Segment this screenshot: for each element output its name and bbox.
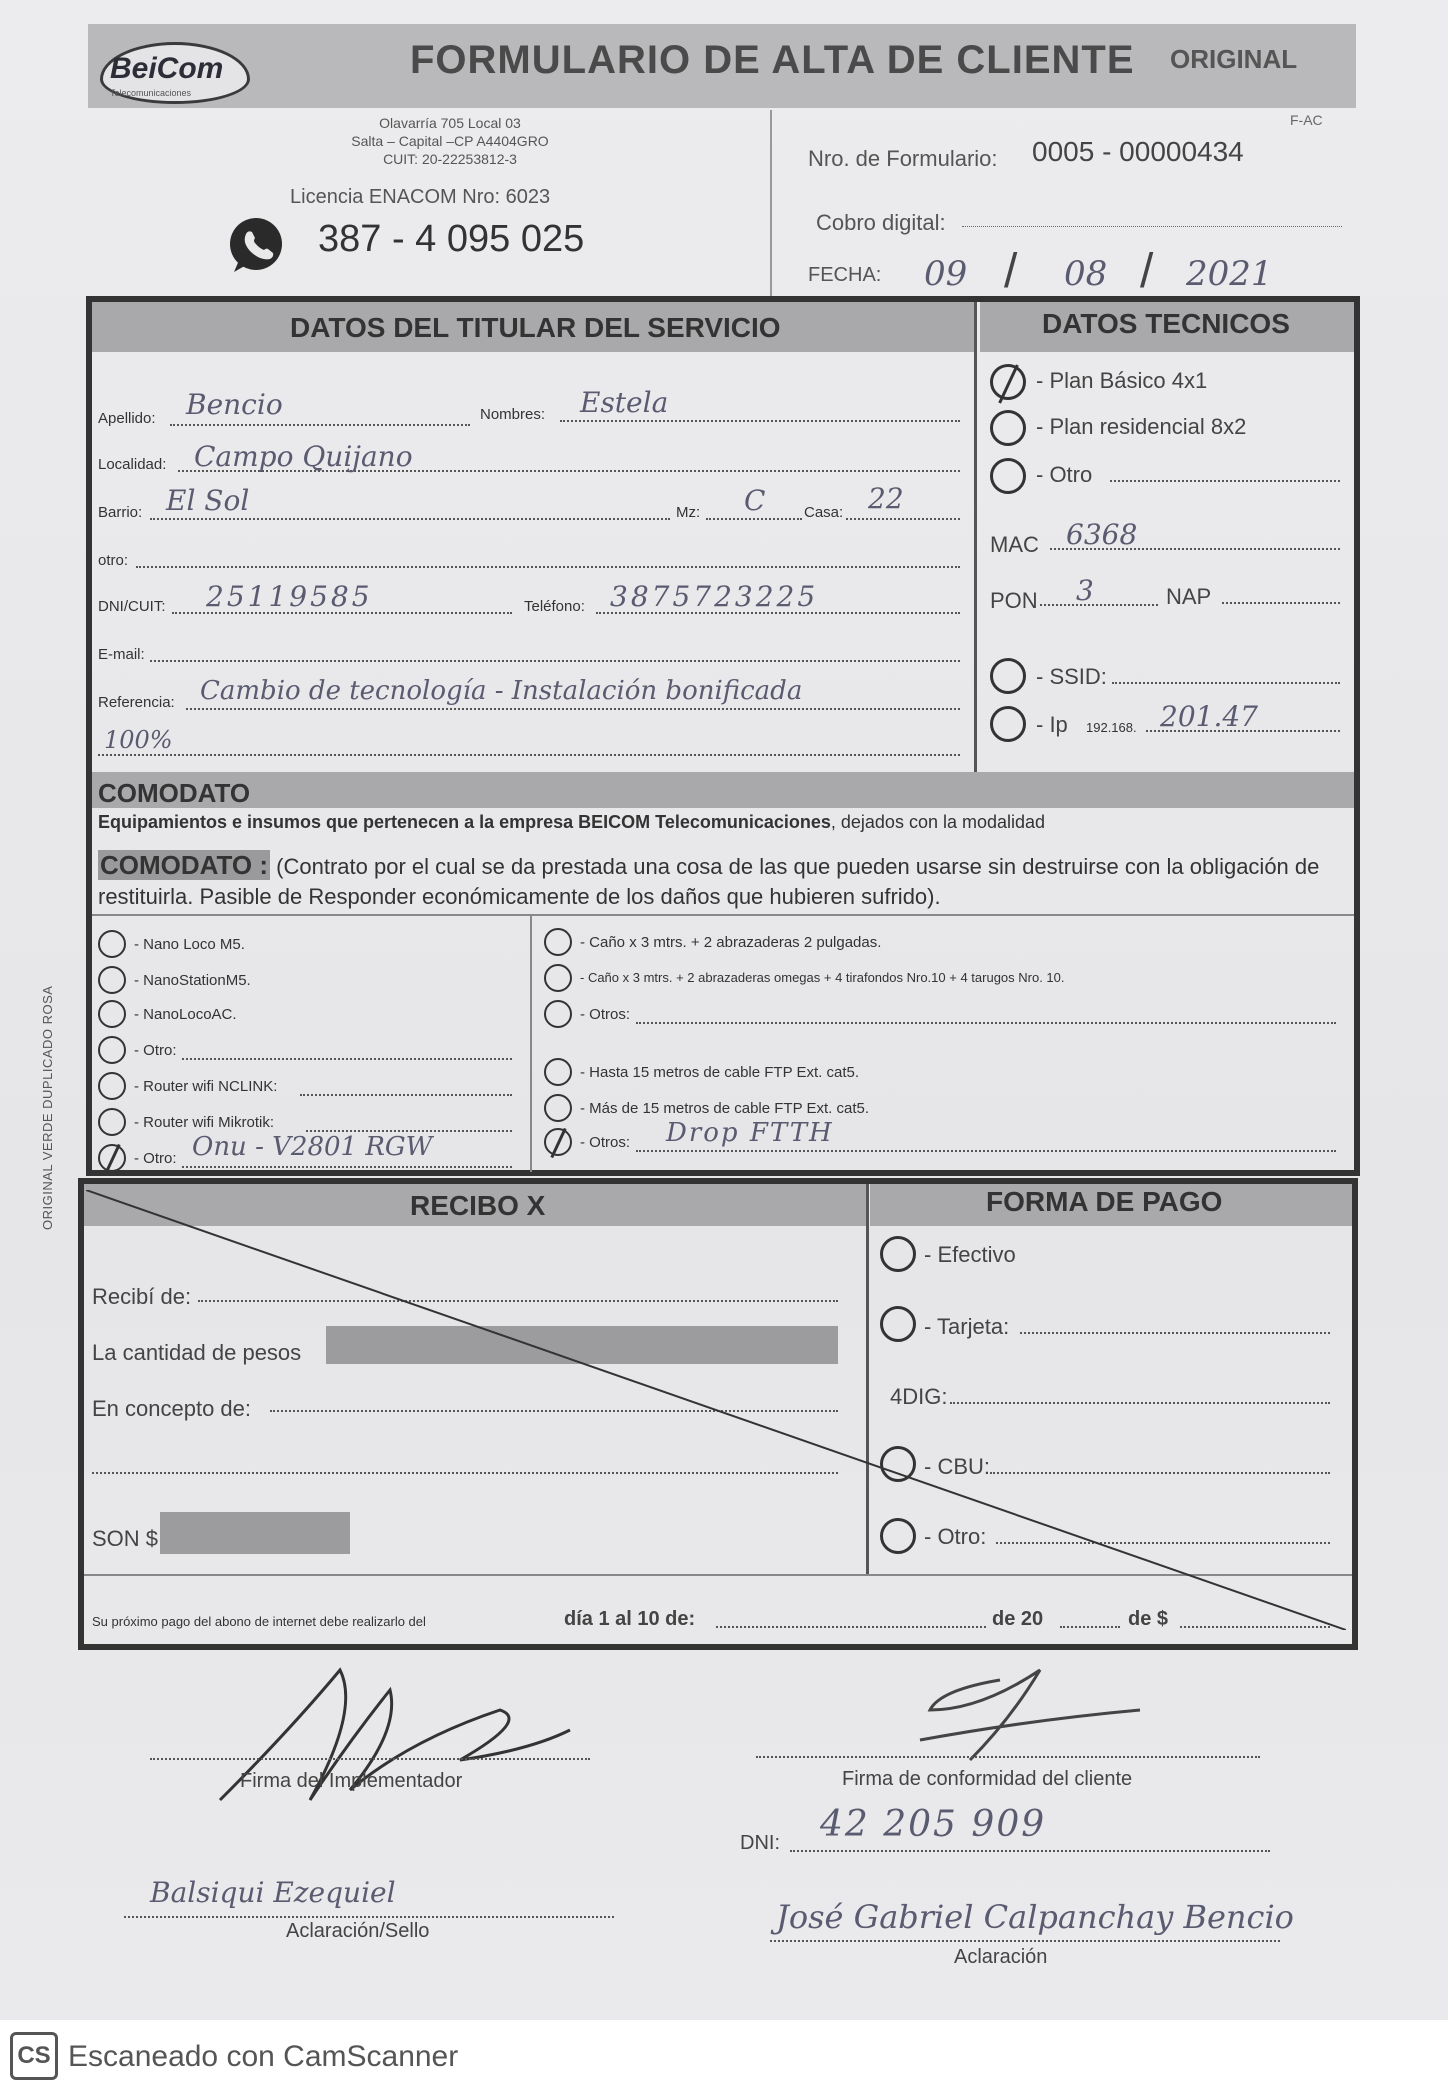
localidad-label: Localidad: <box>98 456 167 473</box>
email-label: E-mail: <box>98 646 145 663</box>
plan-otro-label: - Otro <box>1036 462 1093 487</box>
left-item-radio[interactable] <box>98 1036 126 1064</box>
whatsapp-icon <box>222 214 288 276</box>
right-item-label: - Otros: <box>580 1134 631 1151</box>
plan-basico-label: - Plan Básico 4x1 <box>1036 368 1208 393</box>
ssid-radio[interactable] <box>990 658 1026 694</box>
comodato-title: COMODATO <box>98 778 251 808</box>
right-otros-value: Drop FTTH <box>666 1118 834 1148</box>
mz-value: C <box>744 484 766 517</box>
barrio-label: Barrio: <box>98 504 143 521</box>
pago-title: FORMA DE PAGO <box>986 1186 1223 1217</box>
form-title: FORMULARIO DE ALTA DE CLIENTE <box>410 38 1135 82</box>
telefono-value: 3875723225 <box>610 580 819 613</box>
left-item-field[interactable] <box>182 1166 512 1168</box>
referencia-label: Referencia: <box>98 694 175 711</box>
dni-firma-field[interactable] <box>790 1850 1270 1852</box>
nombres-label: Nombres: <box>480 406 546 423</box>
aclaracion-label: Aclaración <box>954 1946 1048 1968</box>
concepto-label: En concepto de: <box>92 1396 252 1421</box>
left-item-label: - NanoLocoAC. <box>134 1006 237 1023</box>
referencia-field-2[interactable] <box>98 754 960 756</box>
apellido-label: Apellido: <box>98 410 156 427</box>
cobro-field[interactable] <box>962 226 1342 227</box>
nap-field[interactable] <box>1222 602 1340 604</box>
plan-residencial-radio[interactable] <box>990 410 1026 446</box>
fecha-month[interactable]: 08 <box>1064 254 1108 294</box>
mac-label: MAC <box>990 532 1039 557</box>
cliente-sign-line[interactable] <box>756 1756 1260 1758</box>
dni-label: DNI/CUIT: <box>98 598 166 615</box>
right-item-label: - Más de 15 metros de cable FTP Ext. cat5. <box>580 1100 870 1117</box>
recibo-title: RECIBO X <box>410 1190 546 1221</box>
dig-label: 4DIG: <box>890 1384 948 1409</box>
otro-label: otro: <box>98 552 129 569</box>
cancel-strike-line <box>86 1190 1346 1630</box>
dni-firma-label: DNI: <box>740 1832 780 1854</box>
mac-value: 6368 <box>1066 518 1138 551</box>
logo-subtitle: Telecomunicaciones <box>110 88 192 98</box>
comodato-intro-bold: Equipamientos e insumos que pertenecen a la empresa BEICOM Telecomunicaciones <box>98 812 831 832</box>
casa-label: Casa: <box>804 504 844 521</box>
comodato-definition: (Contrato por el cual se da prestada una cosa de las que pueden usarse sin destruirse con la obligación de restituirla. Pasible de Responder económicamente de los daños que hubieren sufrido). <box>98 854 1320 909</box>
otro-field[interactable] <box>136 566 960 568</box>
camscanner-text: Escaneado con CamScanner <box>68 2040 459 2073</box>
comodato-intro-rest: , dejados con la modalidad <box>830 812 1046 832</box>
aclaracion-sello-value: Balsiqui Ezequiel <box>150 1876 396 1909</box>
cobro-label: Cobro digital: <box>816 210 946 235</box>
localidad-value: Campo Quijano <box>194 440 413 473</box>
plan-otro-field[interactable] <box>1110 480 1340 482</box>
comodato-column-divider <box>530 916 532 1172</box>
left-otro-value: Onu - V2801 RGW <box>192 1132 433 1162</box>
apellido-field[interactable] <box>170 424 470 426</box>
left-item-radio[interactable] <box>98 966 126 994</box>
titular-title: DATOS DEL TITULAR DEL SERVICIO <box>290 312 781 343</box>
telefono-label: Teléfono: <box>524 598 585 615</box>
dni-value: 25119585 <box>206 580 373 613</box>
licencia: Licencia ENACOM Nro: 6023 <box>290 186 551 208</box>
right-item-field[interactable] <box>636 1022 1336 1024</box>
left-item-label: - Otro: <box>134 1150 177 1167</box>
aclaracion-sello-label: Aclaración/Sello <box>286 1920 430 1942</box>
cliente-label: Firma de conformidad del cliente <box>842 1768 1133 1790</box>
ip-radio[interactable] <box>990 706 1026 742</box>
plan-otro-radio[interactable] <box>990 458 1026 494</box>
right-item-radio[interactable] <box>544 1128 572 1156</box>
apellido-value: Bencio <box>186 388 283 421</box>
left-item-radio[interactable] <box>98 1108 126 1136</box>
implementador-sign-line[interactable] <box>150 1758 590 1760</box>
left-item-label: - Router wifi NCLINK: <box>134 1078 278 1095</box>
form-code: F-AC <box>1290 112 1323 128</box>
left-item-field[interactable] <box>300 1094 512 1096</box>
left-item-radio[interactable] <box>98 1072 126 1100</box>
cbu-label: - CBU: <box>924 1454 990 1479</box>
left-item-label: - Router wifi Mikrotik: <box>134 1114 275 1131</box>
comodato-intro <box>98 812 1338 833</box>
recibi-label: Recibí de: <box>92 1284 192 1309</box>
casa-value: 22 <box>868 482 904 515</box>
referencia-field[interactable] <box>186 708 960 710</box>
son-label: SON $ <box>92 1526 159 1551</box>
comodato-divider <box>92 914 1354 916</box>
proximo-pago-dias: día 1 al 10 de: <box>564 1608 696 1630</box>
nro-label: Nro. de Formulario: <box>808 146 998 171</box>
ip-prefix: 192.168. <box>1086 720 1137 735</box>
section-divider <box>974 302 977 774</box>
barrio-field[interactable] <box>150 518 670 520</box>
nro-value: 0005 - 00000434 <box>1032 136 1244 167</box>
ssid-field[interactable] <box>1112 682 1340 684</box>
right-item-radio[interactable] <box>544 928 572 956</box>
tecnicos-title: DATOS TECNICOS <box>1042 308 1290 339</box>
fecha-year[interactable]: 2021 <box>1186 254 1273 294</box>
proximo-anio-label: de 20 <box>992 1608 1044 1630</box>
left-item-label: - Otro: <box>134 1042 177 1059</box>
cantidad-label: La cantidad de pesos <box>92 1340 302 1365</box>
plan-residencial-label: - Plan residencial 8x2 <box>1036 414 1247 439</box>
pon-label: PON <box>990 588 1038 613</box>
right-item-label: - Caño x 3 mtrs. + 2 abrazaderas omegas + 4 tirafondos Nro.10 + 4 tarugos Nro. 10. <box>580 970 1065 985</box>
address-line-2: Salta – Capital –CP A4404GRO <box>351 133 549 149</box>
pon-field[interactable] <box>1040 604 1158 606</box>
logo-text: BeiCom <box>110 52 224 85</box>
fecha-day[interactable]: 09 <box>924 254 968 294</box>
ssid-label: - SSID: <box>1036 664 1107 689</box>
phone-number: 387 - 4 095 025 <box>318 218 585 260</box>
casa-field[interactable] <box>846 518 960 520</box>
company-address <box>250 114 650 168</box>
tarjeta-label: - Tarjeta: <box>924 1314 1010 1339</box>
fecha-separator-2: / <box>1140 245 1154 298</box>
fecha-label: FECHA: <box>808 264 882 286</box>
nap-label: NAP <box>1166 584 1212 609</box>
right-item-radio[interactable] <box>544 1000 572 1028</box>
right-item-radio[interactable] <box>544 1058 572 1086</box>
proximo-pago-text: Su próximo pago del abono de internet debe realizarlo del <box>92 1614 426 1629</box>
left-item-radio[interactable] <box>98 930 126 958</box>
aclaracion-value: José Gabriel Calpanchay Bencio <box>776 1898 1294 1936</box>
right-item-radio[interactable] <box>544 1094 572 1122</box>
fecha-separator-1: / <box>1004 245 1018 298</box>
aclaracion-line[interactable] <box>770 1940 1280 1942</box>
pago-otro-label: - Otro: <box>924 1524 987 1549</box>
referencia-value: Cambio de tecnología - Instalación bonificada <box>200 676 803 706</box>
copy-label: ORIGINAL <box>1170 44 1298 74</box>
comodato-definition-block <box>98 850 1338 912</box>
comodato-word: COMODATO : <box>100 850 269 880</box>
ip-label: - Ip <box>1036 712 1068 737</box>
barrio-value: El Sol <box>166 484 250 517</box>
nombres-field[interactable] <box>560 420 960 422</box>
right-item-label: - Caño x 3 mtrs. + 2 abrazaderas 2 pulgadas. <box>580 934 882 951</box>
right-item-label: - Otros: <box>580 1006 631 1023</box>
pon-value: 3 <box>1076 574 1094 607</box>
left-item-label: - NanoStationM5. <box>134 972 251 989</box>
comodato-header-bar <box>92 772 1354 808</box>
aclaracion-sello-line[interactable] <box>124 1916 614 1918</box>
right-item-label: - Hasta 15 metros de cable FTP Ext. cat5. <box>580 1064 860 1081</box>
dni-firma-value: 42 205 909 <box>820 1804 1047 1845</box>
mz-field[interactable] <box>706 518 802 520</box>
ip-value: 201.47 <box>1160 700 1258 733</box>
efectivo-label: - Efectivo <box>924 1242 1016 1267</box>
camscanner-logo: CS <box>10 2032 58 2080</box>
cliente-signature <box>880 1650 1180 1770</box>
left-item-label: - Nano Loco M5. <box>134 936 245 953</box>
referencia-value-2: 100% <box>104 726 173 754</box>
right-item-radio[interactable] <box>544 964 572 992</box>
nombres-value: Estela <box>580 386 669 419</box>
right-item-field[interactable] <box>636 1150 1336 1152</box>
address-line-1: Olavarría 705 Local 03 <box>379 115 521 131</box>
mz-label: Mz: <box>676 504 701 521</box>
cuit-line: CUIT: 20-22253812-3 <box>383 151 517 167</box>
proximo-monto-label: de $ <box>1128 1608 1169 1630</box>
left-item-radio[interactable] <box>98 1144 126 1172</box>
email-field[interactable] <box>150 660 960 662</box>
left-item-field[interactable] <box>182 1058 512 1060</box>
copy-color-note: ORIGINAL VERDE DUPLICADO ROSA <box>40 985 55 1230</box>
implementador-label: Firma del Implementador <box>240 1770 463 1792</box>
plan-basico-radio[interactable] <box>990 364 1026 400</box>
left-item-radio[interactable] <box>98 1000 126 1028</box>
